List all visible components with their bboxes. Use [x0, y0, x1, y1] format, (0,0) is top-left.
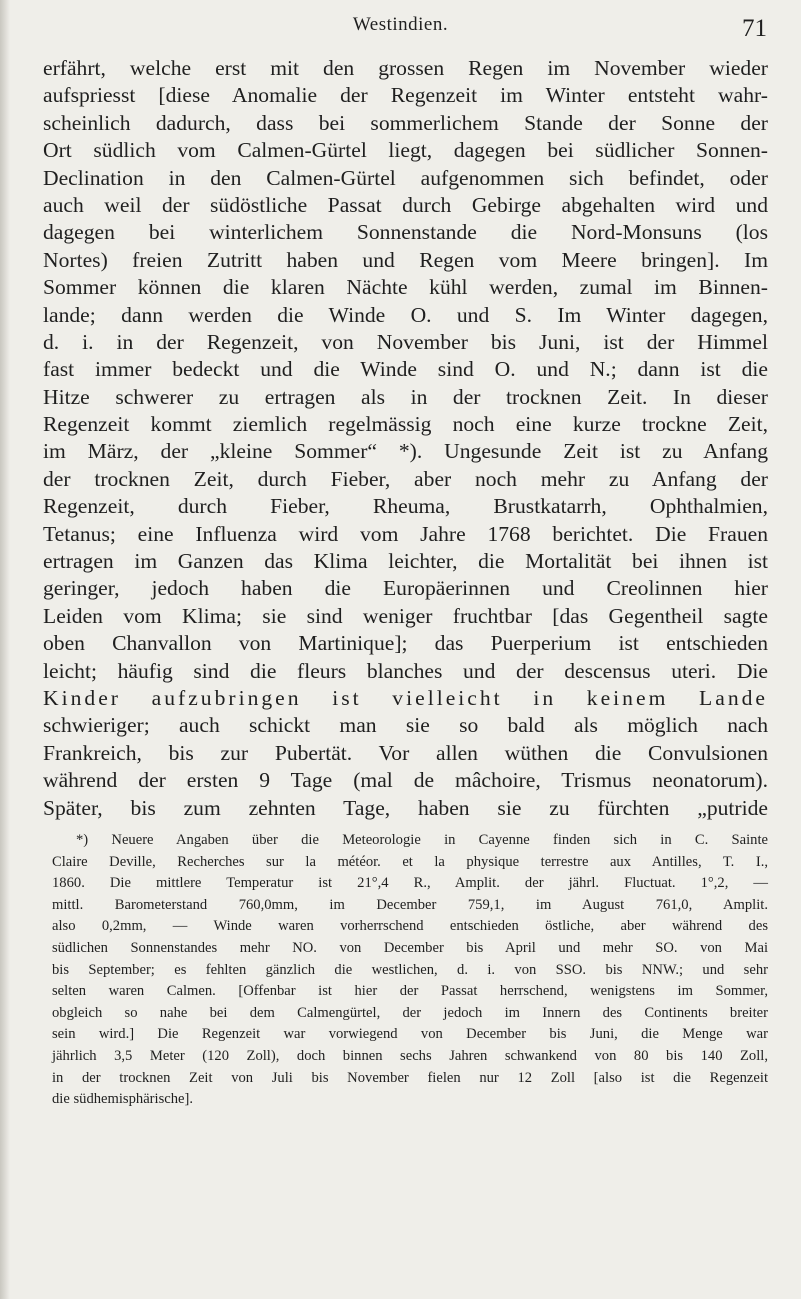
text-line-spaced: Kinder aufzubringen ist vielleicht in keinem Lande	[43, 685, 768, 710]
text-line: Nortes) freien Zutritt haben und Regen vom Meere bringen]. Im	[43, 247, 768, 272]
running-title: Westindien.	[352, 14, 449, 35]
text-line: der trocknen Zeit, durch Fieber, aber noch mehr zu Anfang der	[43, 466, 768, 491]
text-line: Hitze schwerer zu ertragen als in der trocknen Zeit. In dieser	[43, 384, 768, 409]
text-line: leicht; häufig sind die fleurs blanches und der descensus uteri. Die	[43, 658, 768, 683]
page-binding-shadow	[0, 0, 10, 1299]
page-number: 71	[742, 15, 767, 42]
footnote-line: sein wird.] Die Regenzeit war vorwiegend von December bis Juni, die Menge war	[52, 1026, 768, 1043]
footnote-line: 1860. Die mittlere Temperatur ist 21°,4 R., Amplit. der jährl. Fluctuat. 1°,2, —	[52, 875, 768, 892]
text-line: erfährt, welche erst mit den grossen Regen im November wieder	[43, 56, 768, 80]
footnote-line: mittl. Barometerstand 760,0mm, im December 759,1, im August 761,0, Amplit.	[52, 896, 768, 913]
footnote-line: also 0,2mm, — Winde waren vorherrschend entschieden östliche, aber während des	[52, 918, 768, 935]
text-line: auch weil der südöstliche Passat durch Gebirge abgehalten wird und	[43, 192, 768, 217]
footnote-line: Claire Deville, Recherches sur la météor. et la physique terrestre aux Antilles, T. I.,	[52, 853, 768, 870]
footnote-line: die südhemisphärische].	[52, 1091, 194, 1108]
text-line: d. i. in der Regenzeit, von November bis Juni, ist der Himmel	[43, 329, 768, 354]
footnote-line: *) Neuere Angaben über die Meteorologie in Cayenne finden sich in C. Sainte	[76, 832, 768, 848]
text-line: schwieriger; auch schickt man sie so bald als möglich nach	[43, 713, 768, 738]
footnote-line: jährlich 3,5 Meter (120 Zoll), doch binnen sechs Jahren schwankend von 80 bis 140 Zoll,	[52, 1047, 768, 1064]
text-line: Regenzeit kommt ziemlich regelmässig noch eine kurze trockne Zeit,	[43, 412, 768, 437]
main-text	[43, 55, 768, 822]
text-line: Declination in den Calmen-Gürtel aufgenommen sich befindet, oder	[43, 165, 768, 190]
text-line: Frankreich, bis zur Pubertät. Vor allen wüthen die Convulsionen	[43, 740, 768, 765]
text-line: Regenzeit, durch Fieber, Rheuma, Brustkatarrh, Ophthalmien,	[43, 494, 768, 519]
text-line: dagegen bei winterlichem Sonnenstande die Nord-Monsuns (los	[43, 220, 768, 245]
text-line: Später, bis zum zehnten Tage, haben sie zu fürchten „putride	[43, 795, 768, 820]
text-line: im März, der „kleine Sommer“ *). Ungesunde Zeit ist zu Anfang	[43, 439, 768, 464]
footnote-line: selten waren Calmen. [Offenbar ist hier der Passat herrschend, wenigstens im Sommer,	[52, 983, 768, 1000]
text-line: lande; dann werden die Winde O. und S. Im Winter dagegen,	[43, 302, 768, 327]
text-line: oben Chanvallon von Martinique]; das Puerperium ist entschieden	[43, 631, 768, 656]
text-line: Leiden vom Klima; sie sind weniger fruchtbar [das Gegentheil sagte	[43, 603, 768, 628]
text-line: Sommer können die klaren Nächte kühl werden, zumal im Binnen-	[43, 275, 768, 300]
text-line: geringer, jedoch haben die Europäerinnen und Creolinnen hier	[43, 576, 768, 601]
text-line: ertragen im Ganzen das Klima leichter, die Mortalität bei ihnen ist	[43, 549, 768, 574]
footnote-line: in der trocknen Zeit von Juli bis November fielen nur 12 Zoll [also ist die Regenzeit	[52, 1069, 768, 1086]
text-line: fast immer bedeckt und die Winde sind O. und N.; dann ist die	[43, 357, 768, 382]
footnote-line: bis September; es fehlten gänzlich die westlichen, d. i. von SSO. bis NNW.; und sehr	[52, 961, 768, 978]
footnote-line: obgleich so nahe bei dem Calmengürtel, der jedoch im Innern des Continents breiter	[52, 1004, 768, 1021]
text-line: aufspriesst [diese Anomalie der Regenzeit im Winter entsteht wahr-	[43, 83, 768, 108]
text-line: scheinlich dadurch, dass bei sommerlichem Stande der Sonne der	[43, 110, 768, 135]
footnote	[52, 830, 768, 1111]
footnote-line: südlichen Sonnenstandes mehr NO. von December bis April und mehr SO. von Mai	[52, 939, 768, 956]
text-line: Ort südlich vom Calmen-Gürtel liegt, dagegen bei südlicher Sonnen-	[43, 138, 768, 163]
page-header	[0, 12, 801, 48]
text-line: während der ersten 9 Tage (mal de mâchoire, Trismus neonatorum).	[43, 768, 768, 793]
text-line: Tetanus; eine Influenza wird vom Jahre 1768 berichtet. Die Frauen	[43, 521, 768, 546]
